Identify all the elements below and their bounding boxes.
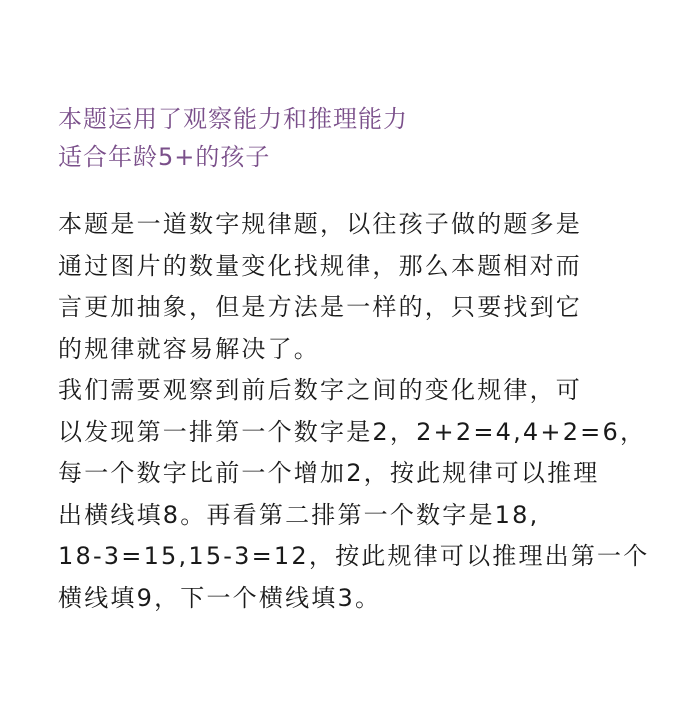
text-line: 以发现第一排第一个数字是2，2+2=4,4+2=6，	[58, 417, 647, 446]
text-line: 本题是一道数字规律题，以往孩子做的题多是	[58, 210, 582, 238]
intro-header	[58, 100, 658, 176]
text-line: 我们需要观察到前后数字之间的变化规律，可	[58, 376, 582, 404]
age-subtitle: 适合年龄5+的孩子	[58, 143, 271, 171]
explanation-text	[58, 204, 658, 619]
text-line: 通过图片的数量变化找规律，那么本题相对而	[58, 251, 582, 280]
text-line: 横线填9，下一个横线填3。	[58, 583, 382, 612]
text-line: 的规律就容易解决了。	[58, 334, 320, 363]
text-line: 出横线填8。再看第二排第一个数字是18,	[58, 500, 540, 529]
text-line: 言更加抽象，但是方法是一样的，只要找到它	[58, 293, 582, 321]
text-line: 每一个数字比前一个增加2，按此规律可以推理	[58, 459, 600, 487]
ability-subtitle: 本题运用了观察能力和推理能力	[58, 105, 408, 133]
text-line: 18-3=15,15-3=12，按此规律可以推理出第一个	[58, 542, 650, 570]
